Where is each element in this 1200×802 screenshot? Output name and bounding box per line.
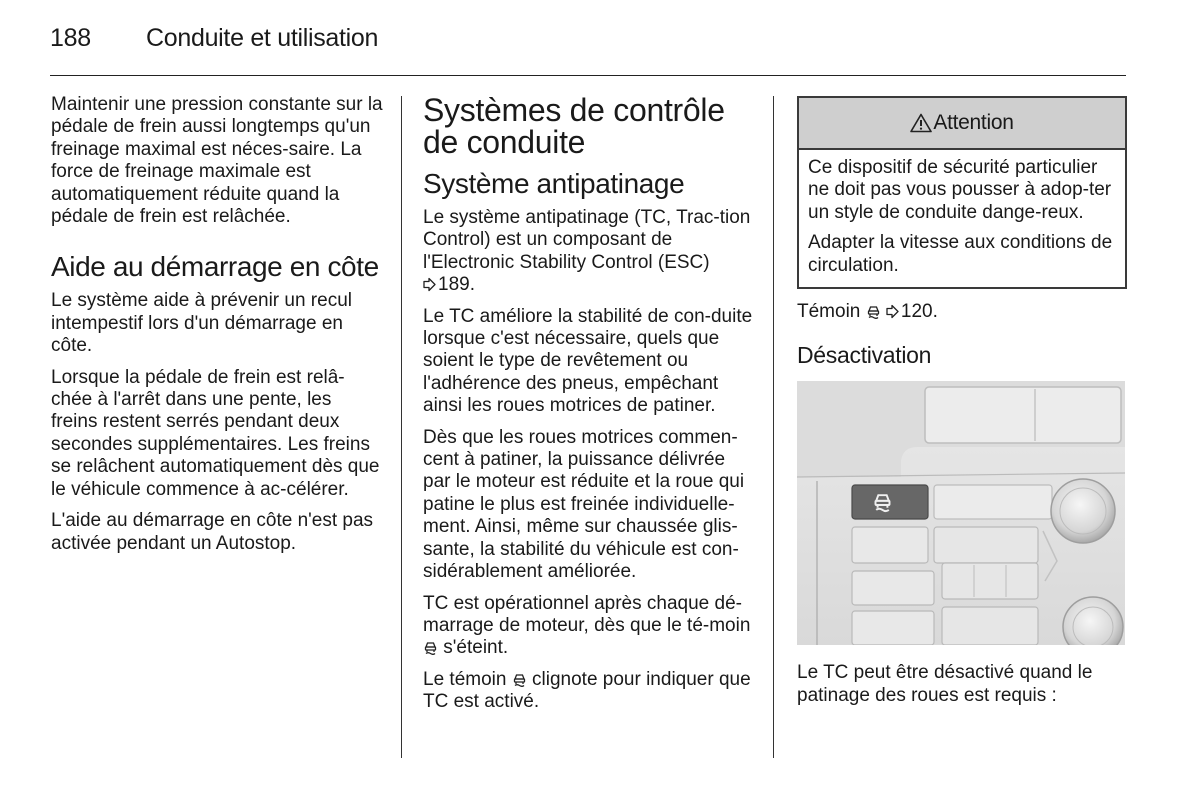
paragraph: Le système aide à prévenir un recul intempestif lors d'un démarrage en côte. <box>51 290 352 357</box>
warning-text: Adapter la vitesse aux conditions de circulation. <box>808 232 1113 276</box>
temoin-reference <box>797 301 1127 323</box>
heading-traction-control: Système antipatinage <box>423 168 685 199</box>
page-reference[interactable]: 189. <box>438 274 475 296</box>
warning-text: Ce dispositif de sécurité particulier ne doit pas vous pousser à adop-ter un style de conduite dange-reux. <box>808 157 1112 223</box>
page-number: 188 <box>50 24 91 52</box>
paragraph: Le TC améliore la stabilité de con-duite lorsque c'est nécessaire, quels que soient le type de revêtement ou l'adhérence des pneus, empêchant ainsi les roues motrices de patiner. <box>423 305 753 417</box>
header-divider <box>50 75 1126 76</box>
column-divider <box>401 96 402 758</box>
paragraph <box>423 593 755 660</box>
page-reference-arrow-icon <box>423 277 436 292</box>
warning-box <box>797 96 1127 289</box>
section-title: Conduite et utilisation <box>146 24 379 52</box>
heading-hill-start: Aide au démarrage en côte <box>51 251 379 283</box>
column-right <box>797 94 1127 716</box>
dashboard-tc-button-photo <box>797 381 1125 645</box>
paragraph-text: s'éteint. <box>443 637 509 659</box>
traction-control-icon <box>423 640 438 655</box>
paragraph-text: Le témoin <box>423 668 507 690</box>
warning-header <box>799 98 1125 150</box>
page-reference-arrow-icon <box>886 304 899 319</box>
temoin-label: Témoin <box>797 301 861 323</box>
chapter-title: Systèmes de contrôle de conduite <box>423 92 725 160</box>
traction-control-icon <box>866 304 881 319</box>
paragraph-text: Le système antipatinage (TC, Trac-tion Control) est un composant de l'Electronic Stability Control (ESC) <box>423 207 751 273</box>
column-left <box>51 94 383 564</box>
column-divider <box>773 96 774 758</box>
paragraph <box>423 207 755 297</box>
paragraph: L'aide au démarrage en côte n'est pas activée pendant un Autostop. <box>51 510 374 554</box>
warning-body <box>799 150 1125 287</box>
page-header <box>50 24 1126 58</box>
warning-triangle-icon <box>910 113 932 133</box>
paragraph: Maintenir une pression constante sur la pédale de frein aussi longtemps qu'un freinage maximal est néces-saire. La force de freinage maximale est automatiquement réduite quand la pédale de frein est relâchée. <box>51 94 383 228</box>
page-reference[interactable]: 120. <box>900 301 938 323</box>
paragraph: Lorsque la pédale de frein est relâ-chée à l'arrêt dans une pente, les freins restent serrés pendant deux secondes supplémentaires. Les freins se relâchent automatiquement dès que le véhicule commence à ac-célérer. <box>51 366 380 500</box>
heading-deactivation: Désactivation <box>797 342 932 369</box>
paragraph <box>423 669 755 714</box>
column-middle <box>423 94 755 723</box>
traction-control-icon <box>512 672 527 687</box>
paragraph: Dès que les roues motrices commen-cent à patiner, la puissance délivrée par le moteur est réduite et la roue qui patine le plus est freinée individuelle-ment. Ainsi, même sur chaussée glis-sante, la stabilité du véhicule est con-sidérablement améliorée. <box>423 426 745 583</box>
paragraph: Le TC peut être désactivé quand le patinage des roues est requis : <box>797 662 1093 706</box>
warning-title: Attention <box>933 111 1014 134</box>
paragraph-text: clignote pour indiquer que TC est activé. <box>423 668 751 713</box>
paragraph-text: TC est opérationnel après chaque dé-marrage de moteur, dès que le té-moin <box>423 592 751 636</box>
